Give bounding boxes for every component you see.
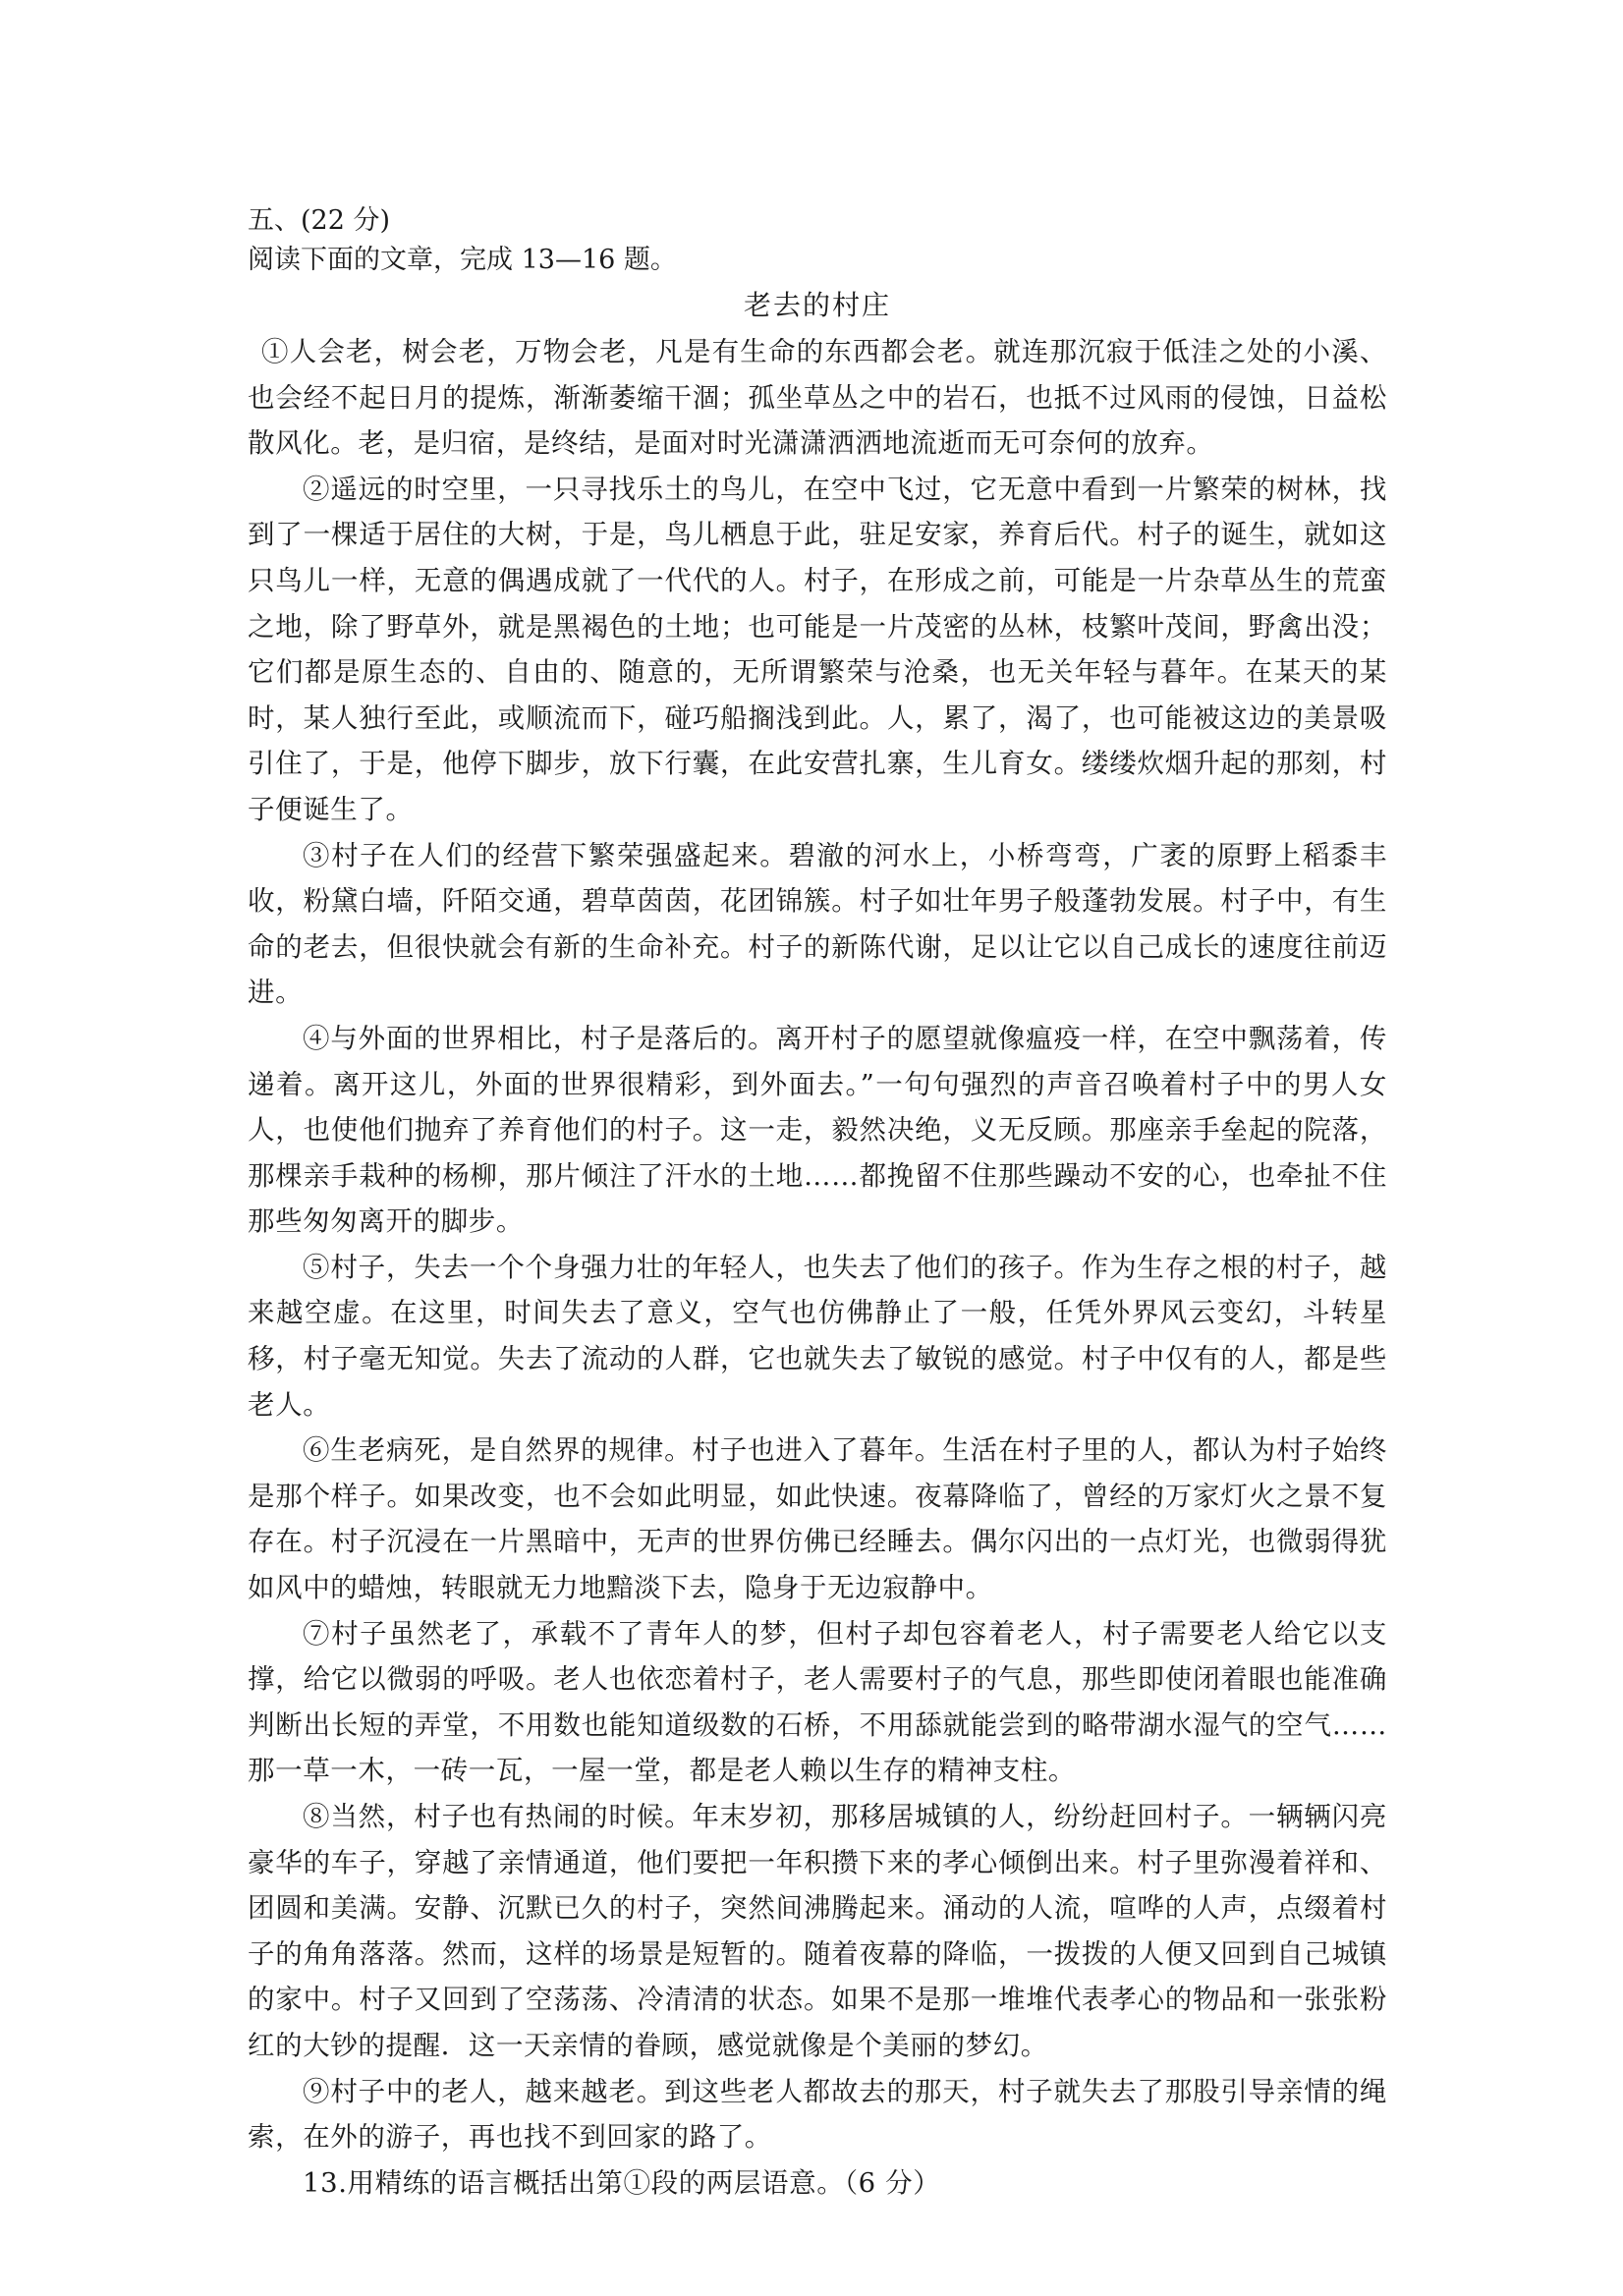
document-page <box>248 201 1387 2206</box>
section-heading: 五、(22 分) <box>248 205 391 236</box>
paragraph-4: ④与外面的世界相比，村子是落后的。离开村子的愿望就像瘟疫一样，在空中飘荡着，传递着。离开这儿，外面的世界很精彩，到外面去。”一句句强烈的声音召唤着村子中的男人女人，也使他们抛弃了养育他们的村子。这一走，毅然决绝，义无反顾。那座亲手垒起的院落，那棵亲手栽种的杨柳，那片倾注了汗水的土地……都挽留不住那些躁动不安的心，也牵扯不住那些匆匆离开的脚步。 <box>248 1022 1387 1238</box>
paragraph-9: ⑨村子中的老人，越来越老。到这些老人都故去的那天，村子就失去了那股引导亲情的绳索，在外的游子，再也找不到回家的路了。 <box>248 2075 1387 2154</box>
question-13: 13.用精练的语言概括出第①段的两层语意。（6 分） <box>303 2166 941 2199</box>
paragraph-1: ①人会老，树会老，万物会老，凡是有生命的东西都会老。就连那沉寂于低洼之处的小溪、也会经不起日月的提炼，渐渐萎缩干涸；孤坐草丛之中的岩石，也抵不过风雨的侵蚀，日益松散风化。老，是归宿，是终结，是面对时光潇潇洒洒地流逝而无可奈何的放弃。 <box>248 336 1387 460</box>
section-instruction: 阅读下面的文章，完成 13—16 题。 <box>248 245 677 275</box>
paragraph-6: ⑥生老病死，是自然界的规律。村子也进入了暮年。生活在村子里的人，都认为村子始终是那个样子。如果改变，也不会如此明显，如此快速。夜幕降临了，曾经的万家灯火之景不复存在。村子沉浸在一片黑暗中，无声的世界仿佛已经睡去。偶尔闪出的一点灯光，也微弱得犹如风中的蜡烛，转眼就无力地黯淡下去，隐身于无边寂静中。 <box>248 1434 1387 1604</box>
paragraph-2: ②遥远的时空里，一只寻找乐土的鸟儿，在空中飞过，它无意中看到一片繁荣的树林，找到了一棵适于居住的大树，于是，鸟儿栖息于此，驻足安家，养育后代。村子的诞生，就如这只鸟儿一样，无意的偶遇成就了一代代的人。村子，在形成之前，可能是一片杂草丛生的荒蛮之地，除了野草外，就是黑褐色的土地；也可能是一片茂密的丛林，枝繁叶茂间，野禽出没；它们都是原生态的、自由的、随意的，无所谓繁荣与沧桑，也无关年轻与暮年。在某天的某时，某人独行至此，或顺流而下，碰巧船搁浅到此。人，累了，渴了，也可能被这边的美景吸引住了，于是，他停下脚步，放下行囊，在此安营扎寨，生儿育女。缕缕炊烟升起的那刻，村子便诞生了。 <box>248 473 1387 825</box>
paragraph-5: ⑤村子，失去一个个身强力壮的年轻人，也失去了他们的孩子。作为生存之根的村子，越来越空虚。在这里，时间失去了意义，空气也仿佛静止了一般，任凭外界风云变幻，斗转星移，村子毫无知觉。失去了流动的人群，它也就失去了敏锐的感觉。村子中仅有的人，都是些老人。 <box>248 1251 1387 1421</box>
paragraph-3: ③村子在人们的经营下繁荣强盛起来。碧澈的河水上，小桥弯弯，广袤的原野上稻黍丰收，粉黛白墙，阡陌交通，碧草茵茵，花团锦簇。村子如壮年男子般蓬勃发展。村子中，有生命的老去，但很快就会有新的生命补充。村子的新陈代谢，足以让它以自己成长的速度往前迈进。 <box>248 839 1387 1009</box>
paragraph-7: ⑦村子虽然老了，承载不了青年人的梦，但村子却包容着老人，村子需要老人给它以支撑，给它以微弱的呼吸。老人也依恋着村子，老人需要村子的气息，那些即使闭着眼也能准确判断出长短的弄堂，不用数也能知道级数的石桥，不用舔就能尝到的略带湖水湿气的空气……那一草一木，一砖一瓦，一屋一堂，都是老人赖以生存的精神支柱。 <box>248 1617 1387 1787</box>
article-title: 老去的村庄 <box>743 289 891 321</box>
paragraph-8: ⑧当然，村子也有热闹的时候。年末岁初，那移居城镇的人，纷纷赶回村子。一辆辆闪亮豪华的车子，穿越了亲情通道，他们要把一年积攒下来的孝心倾倒出来。村子里弥漫着祥和、团圆和美满。安静、沉默已久的村子，突然间沸腾起来。涌动的人流，喧哗的人声，点缀着村子的角角落落。然而，这样的场景是短暂的。随着夜幕的降临，一拨拨的人便又回到自己城镇的家中。村子又回到了空荡荡、冷清清的状态。如果不是那一堆堆代表孝心的物品和一张张粉红的大钞的提醒．这一天亲情的眷顾，感觉就像是个美丽的梦幻。 <box>248 1801 1387 2061</box>
